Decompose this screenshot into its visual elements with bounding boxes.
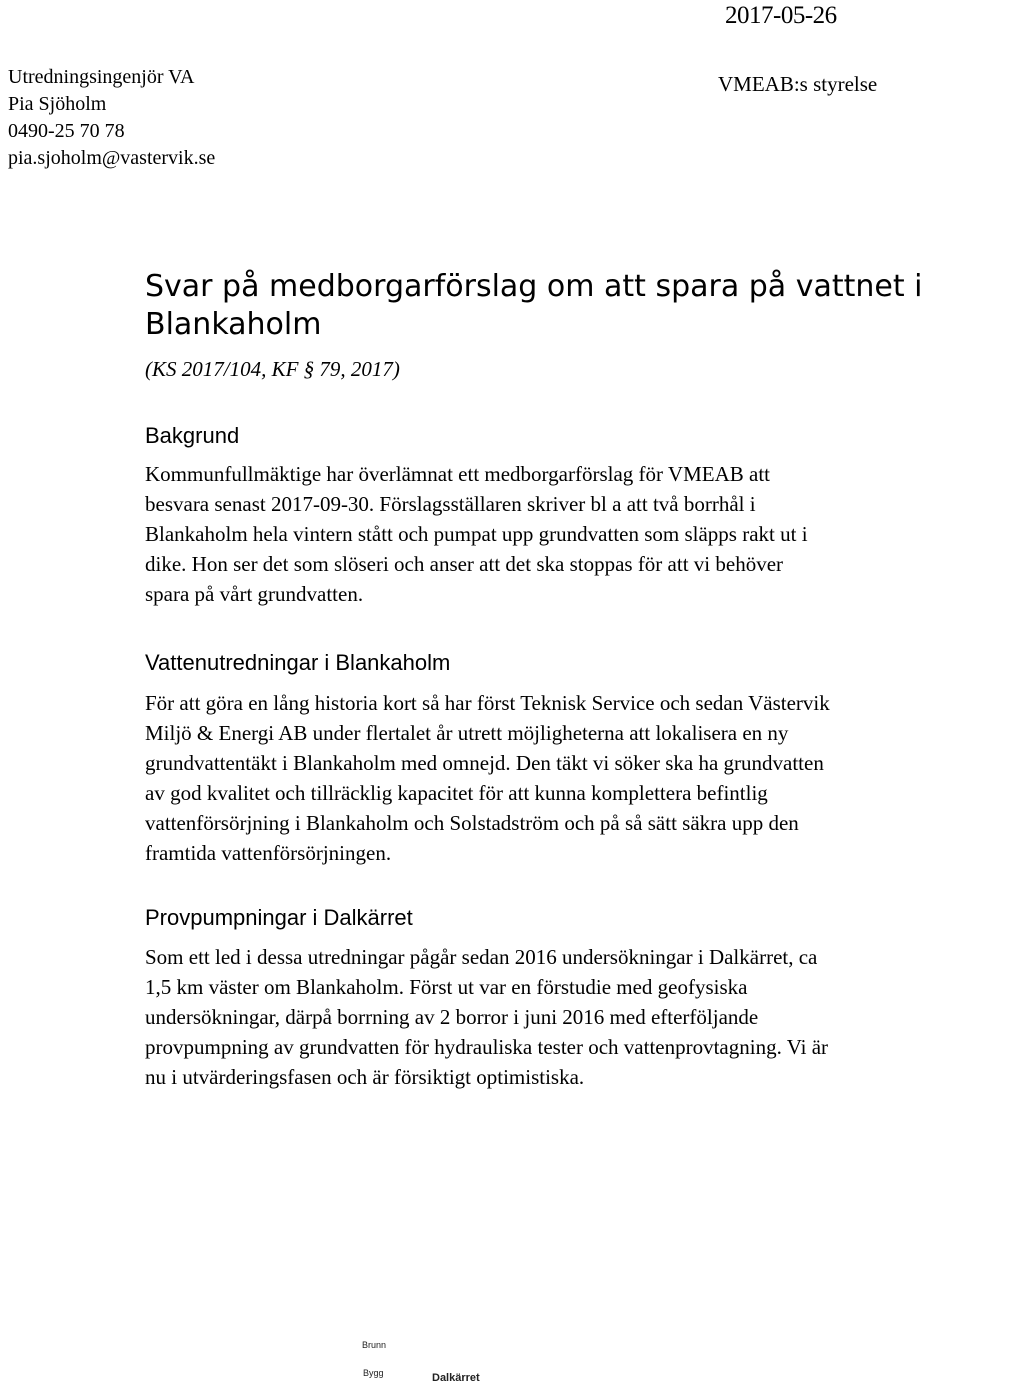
- paragraph-line: spara på vårt grundvatten.: [145, 582, 364, 606]
- sender-block: [8, 64, 215, 172]
- section-heading-background: Bakgrund: [145, 423, 240, 448]
- map-label: Brunn: [362, 1340, 387, 1350]
- paragraph-line: framtida vattenförsörjningen.: [145, 841, 392, 865]
- map-label: Bygg: [363, 1368, 384, 1378]
- paragraph-line: nu i utvärderingsfasen och är försiktigt optimistiska.: [145, 1065, 585, 1089]
- section-paragraph-test-pumping: [145, 942, 1010, 1092]
- paragraph-line: dike. Hon ser det som slöseri och anser att det ska stoppas för att vi behöver: [145, 552, 784, 576]
- sender-phone: 0490-25 70 78: [8, 120, 125, 142]
- map-label: Dalkärret: [432, 1372, 480, 1384]
- sender-name: Pia Sjöholm: [8, 93, 107, 115]
- paragraph-line: undersökningar, därpå borrning av 2 borror i juni 2016 med efterföljande: [145, 1005, 759, 1029]
- paragraph-line: Blankaholm hela vintern stått och pumpat upp grundvatten som släpps rakt ut i: [145, 522, 808, 546]
- recipient: VMEAB:s styrelse: [718, 72, 878, 96]
- paragraph-line: provpumpning av grundvatten för hydrauliska tester och vattenprovtagning. Vi är: [145, 1035, 829, 1059]
- paragraph-line: vattenförsörjning i Blankaholm och Solstadström och på så sätt säkra upp den: [145, 811, 799, 835]
- section-paragraph-background: [145, 459, 1010, 609]
- paragraph-line: För att göra en lång historia kort så har först Teknisk Service och sedan Västervik: [145, 691, 830, 715]
- paragraph-line: grundvattentäkt i Blankaholm med omnejd. Den täkt vi söker ska ha grundvatten: [145, 751, 824, 775]
- section-heading-water-investigations: Vattenutredningar i Blankaholm: [145, 650, 451, 675]
- paragraph-line: Kommunfullmäktige har överlämnat ett medborgarförslag för VMEAB att: [145, 462, 770, 486]
- sender-title: Utredningsingenjör VA: [8, 66, 195, 88]
- section-heading-test-pumping: Provpumpningar i Dalkärret: [145, 905, 413, 930]
- document-date: 2017-05-26: [725, 2, 837, 29]
- sender-email: pia.sjoholm@vastervik.se: [8, 147, 216, 169]
- paragraph-line: av god kvalitet och tillräcklig kapacitet för att kunna komplettera befintlig: [145, 781, 768, 805]
- paragraph-line: besvara senast 2017-09-30. Förslagsställaren skriver bl a att två borrhål i: [145, 492, 756, 516]
- section-paragraph-water-investigations: [145, 688, 1010, 868]
- paragraph-line: 1,5 km väster om Blankaholm. Först ut var en förstudie med geofysiska: [145, 975, 748, 999]
- case-reference: (KS 2017/104, KF § 79, 2017): [145, 357, 400, 381]
- document-title: Svar på medborgarförslag om att spara på vattnet i Blankaholm: [145, 269, 923, 342]
- paragraph-line: Miljö & Energi AB under flertalet år utrett möjligheterna att lokalisera en ny: [145, 721, 789, 745]
- paragraph-line: Som ett led i dessa utredningar pågår sedan 2016 undersökningar i Dalkärret, ca: [145, 945, 818, 969]
